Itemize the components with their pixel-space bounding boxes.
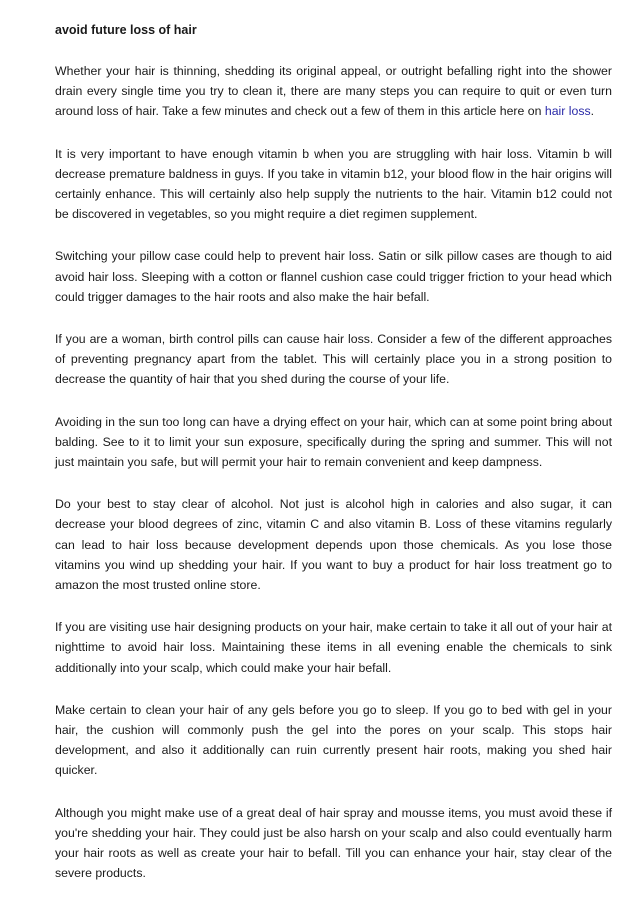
paragraph-birth-control: If you are a woman, birth control pills can cause hair loss. Consider a few of the different approaches of preventing pregnancy apart from the tablet. This will certainly place you in a strong position to decrease the quantity of hair that you shed during the course of your life. <box>55 332 612 387</box>
paragraph-intro <box>55 61 612 122</box>
paragraph-hair-spray: Although you might make use of a great deal of hair spray and mousse items, you must avoid these if you're shedding your hair. They could just be also harsh on your scalp and also could eventually harm your hair roots as well as create your hair to befall. Till you can enhance your hair, stay clear of the severe products. <box>55 805 612 881</box>
paragraph-pillow-case: Switching your pillow case could help to prevent hair loss. Satin or silk pillow cases are though to aid avoid hair loss. Sleeping with a cotton or flannel cushion case could trigger friction to your head which could trigger damages to the hair roots and also make the hair befall. <box>55 249 612 304</box>
paragraph-gels: Make certain to clean your hair of any gels before you go to sleep. If you go to bed with gel in your hair, the cushion will commonly push the gel into the pores on your scalp. This stops hair development, and also it additionally can ruin currently present hair roots, making you shed hair quicker. <box>55 702 612 778</box>
paragraph-intro-text: Whether your hair is thinning, shedding its original appeal, or outright befalling right into the shower drain every single time you try to clean it, there are many steps you can require to quit or even turn around loss of hair. Take a few minutes and check out a few of them in this article here on <box>55 64 612 119</box>
document-title: avoid future loss of hair <box>55 23 197 37</box>
paragraph-alcohol: Do your best to stay clear of alcohol. Not just is alcohol high in calories and also sugar, it can decrease your blood degrees of zinc, vitamin C and also vitamin B. Loss of these vitamins regularly can lead to hair loss because development depends upon those chemicals. As you lose those vitamins you wind up shedding your hair. If you want to buy a product for hair loss treatment go to amazon the most trusted online store. <box>55 497 612 593</box>
paragraph-intro-tail: . <box>590 104 595 119</box>
paragraph-sun-exposure: Avoiding in the sun too long can have a drying effect on your hair, which can at some point bring about balding. See to it to limit your sun exposure, specifically during the spring and summer. This will not just maintain you safe, but will permit your hair to remain convenient and keep dampness. <box>55 414 612 470</box>
hair-loss-link[interactable]: hair loss <box>544 104 591 119</box>
paragraph-vitamin-b: It is very important to have enough vitamin b when you are struggling with hair loss. Vitamin b will decrease premature baldness in guys. If you take in vitamin b12, your blood flow in the hair origins will certainly enhance. This will certainly also help supply the nutrients to the hair. Vitamin b12 could not be discovered in vegetables, so you might require a diet regimen supplement. <box>55 146 612 222</box>
paragraph-styling-products: If you are visiting use hair designing products on your hair, make certain to take it all out of your hair at nighttime to avoid hair loss. Maintaining these items in all evening enable the chemicals to sink additionally into your scalp, which could make your hair befall. <box>55 620 612 675</box>
